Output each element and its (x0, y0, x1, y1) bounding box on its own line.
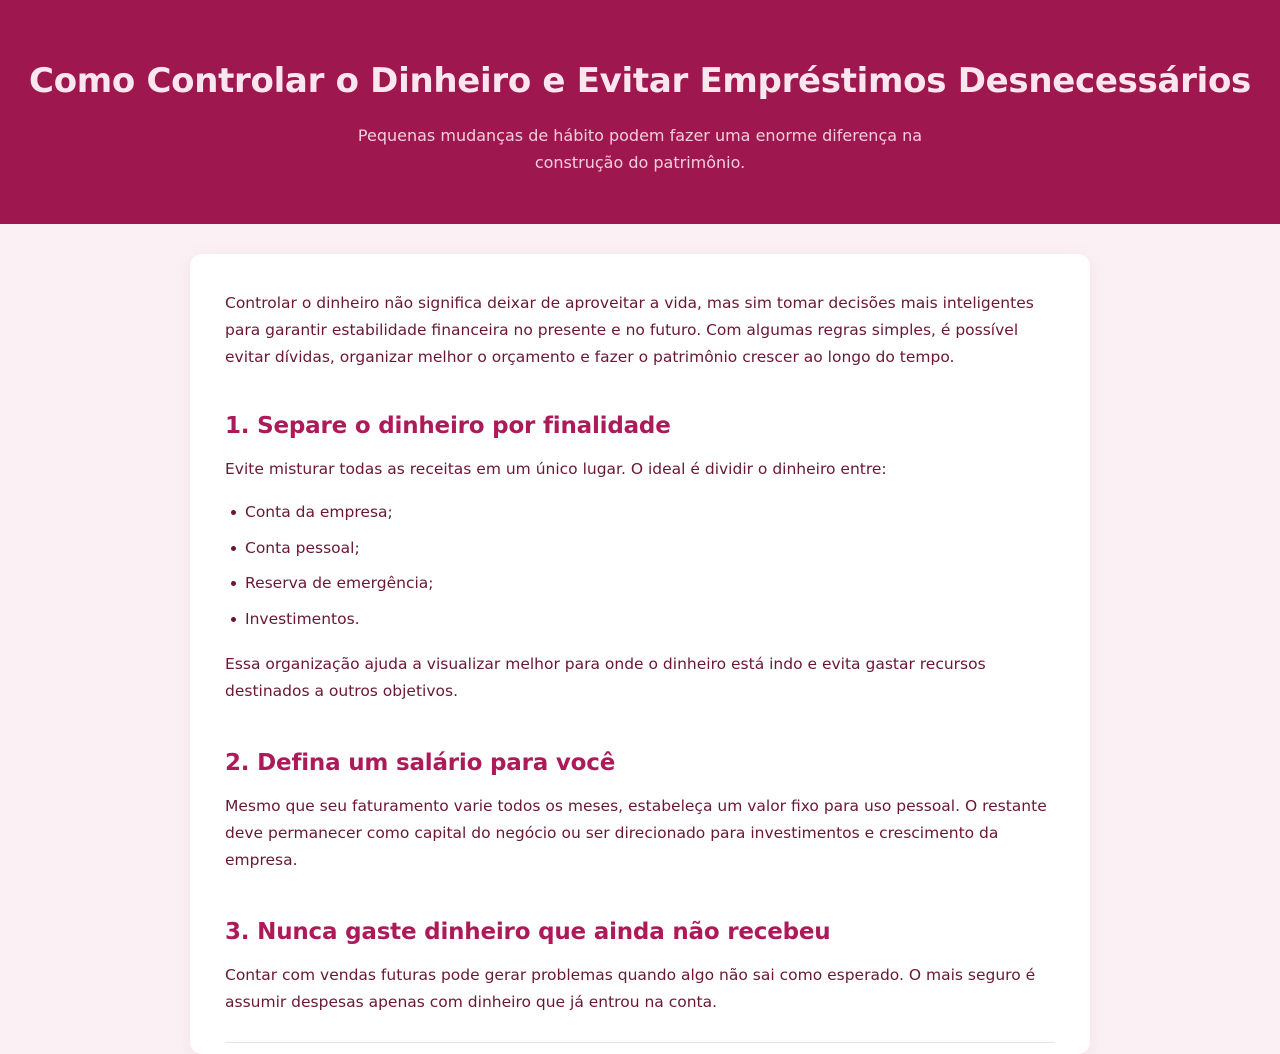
section-1 (225, 411, 1055, 705)
section-1-heading: 1. Separe o dinheiro por finalidade (225, 413, 671, 439)
section-3-heading: 3. Nunca gaste dinheiro que ainda não recebeu (225, 918, 831, 945)
section-2 (225, 748, 1055, 874)
article-intro: Controlar o dinheiro não significa deixar de aproveitar a vida, mas sim tomar decisões mais inteligentes para garantir estabilidade financeira no presente e no futuro. Com algumas regras simples, é possível evitar dívidas, organizar melhor o orçamento e fazer o patrimônio crescer ao longo do tempo. (225, 294, 1034, 366)
section-3 (225, 917, 1055, 1016)
finality-list (231, 499, 1055, 633)
section-divider (225, 1042, 1055, 1043)
bullet-icon (231, 510, 236, 515)
bullet-icon (231, 546, 236, 551)
section-1-after-text: Essa organização ajuda a visualizar melhor para onde o dinheiro está indo e evita gastar recursos destinados a outros objetivos. (225, 654, 986, 700)
bullet-icon (231, 617, 236, 622)
page-title: Como Controlar o Dinheiro e Evitar Empréstimos Desnecessários (29, 61, 1251, 101)
list-item: Investimentos. (231, 606, 1055, 633)
section-2-text: Mesmo que seu faturamento varie todos os meses, estabeleça um valor fixo para uso pessoal. O restante deve permanecer como capital do negócio ou ser direcionado para investimentos e crescimento da empresa. (225, 796, 1047, 869)
page-header (0, 0, 1280, 224)
list-item: Reserva de emergência; (231, 570, 1055, 597)
article-card (190, 254, 1090, 1054)
bullet-icon (231, 581, 236, 586)
page-subtitle: Pequenas mudanças de hábito podem fazer uma enorme diferença na construção do patrimônio. (357, 126, 923, 172)
list-item: Conta pessoal; (231, 535, 1055, 562)
section-3-text: Contar com vendas futuras pode gerar problemas quando algo não sai como esperado. O mais seguro é assumir despesas apenas com dinheiro que já entrou na conta. (225, 965, 1036, 1011)
section-1-text: Evite misturar todas as receitas em um único lugar. O ideal é dividir o dinheiro entre: (225, 460, 887, 478)
section-2-heading: 2. Defina um salário para você (225, 749, 616, 776)
list-item: Conta da empresa; (231, 499, 1055, 526)
